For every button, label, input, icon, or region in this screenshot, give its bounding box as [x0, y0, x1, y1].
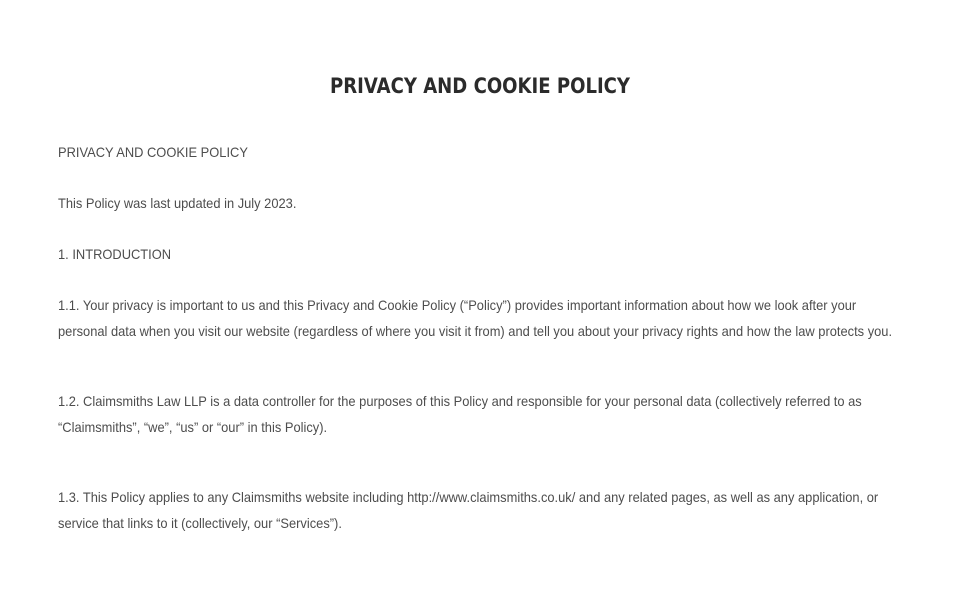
paragraph-1-1: 1.1. Your privacy is important to us and this Privacy and Cookie Policy (“Policy”) provides important information about how we look after your personal data when you visit our website (regardless of where you visit it from) and tell you about your privacy rights and how the law protects you. — [58, 297, 893, 339]
policy-subheading: PRIVACY AND COOKIE POLICY — [58, 144, 248, 160]
last-updated-text: This Policy was last updated in July 2023. — [58, 195, 297, 211]
policy-content — [58, 140, 908, 536]
page-title: PRIVACY AND COOKIE POLICY — [329, 74, 631, 99]
paragraph-1-3: 1.3. This Policy applies to any Claimsmiths website including http://www.claimsmiths.co.uk/ and any related pages, as well as any application, or service that links to it (collectively, our “Services”). — [58, 489, 879, 531]
paragraph-1-2: 1.2. Claimsmiths Law LLP is a data controller for the purposes of this Policy and responsible for your personal data (collectively referred to as “Claimsmiths”, “we”, “us” or “our” in this Policy). — [58, 393, 862, 435]
section-heading-introduction: 1. INTRODUCTION — [58, 246, 172, 262]
